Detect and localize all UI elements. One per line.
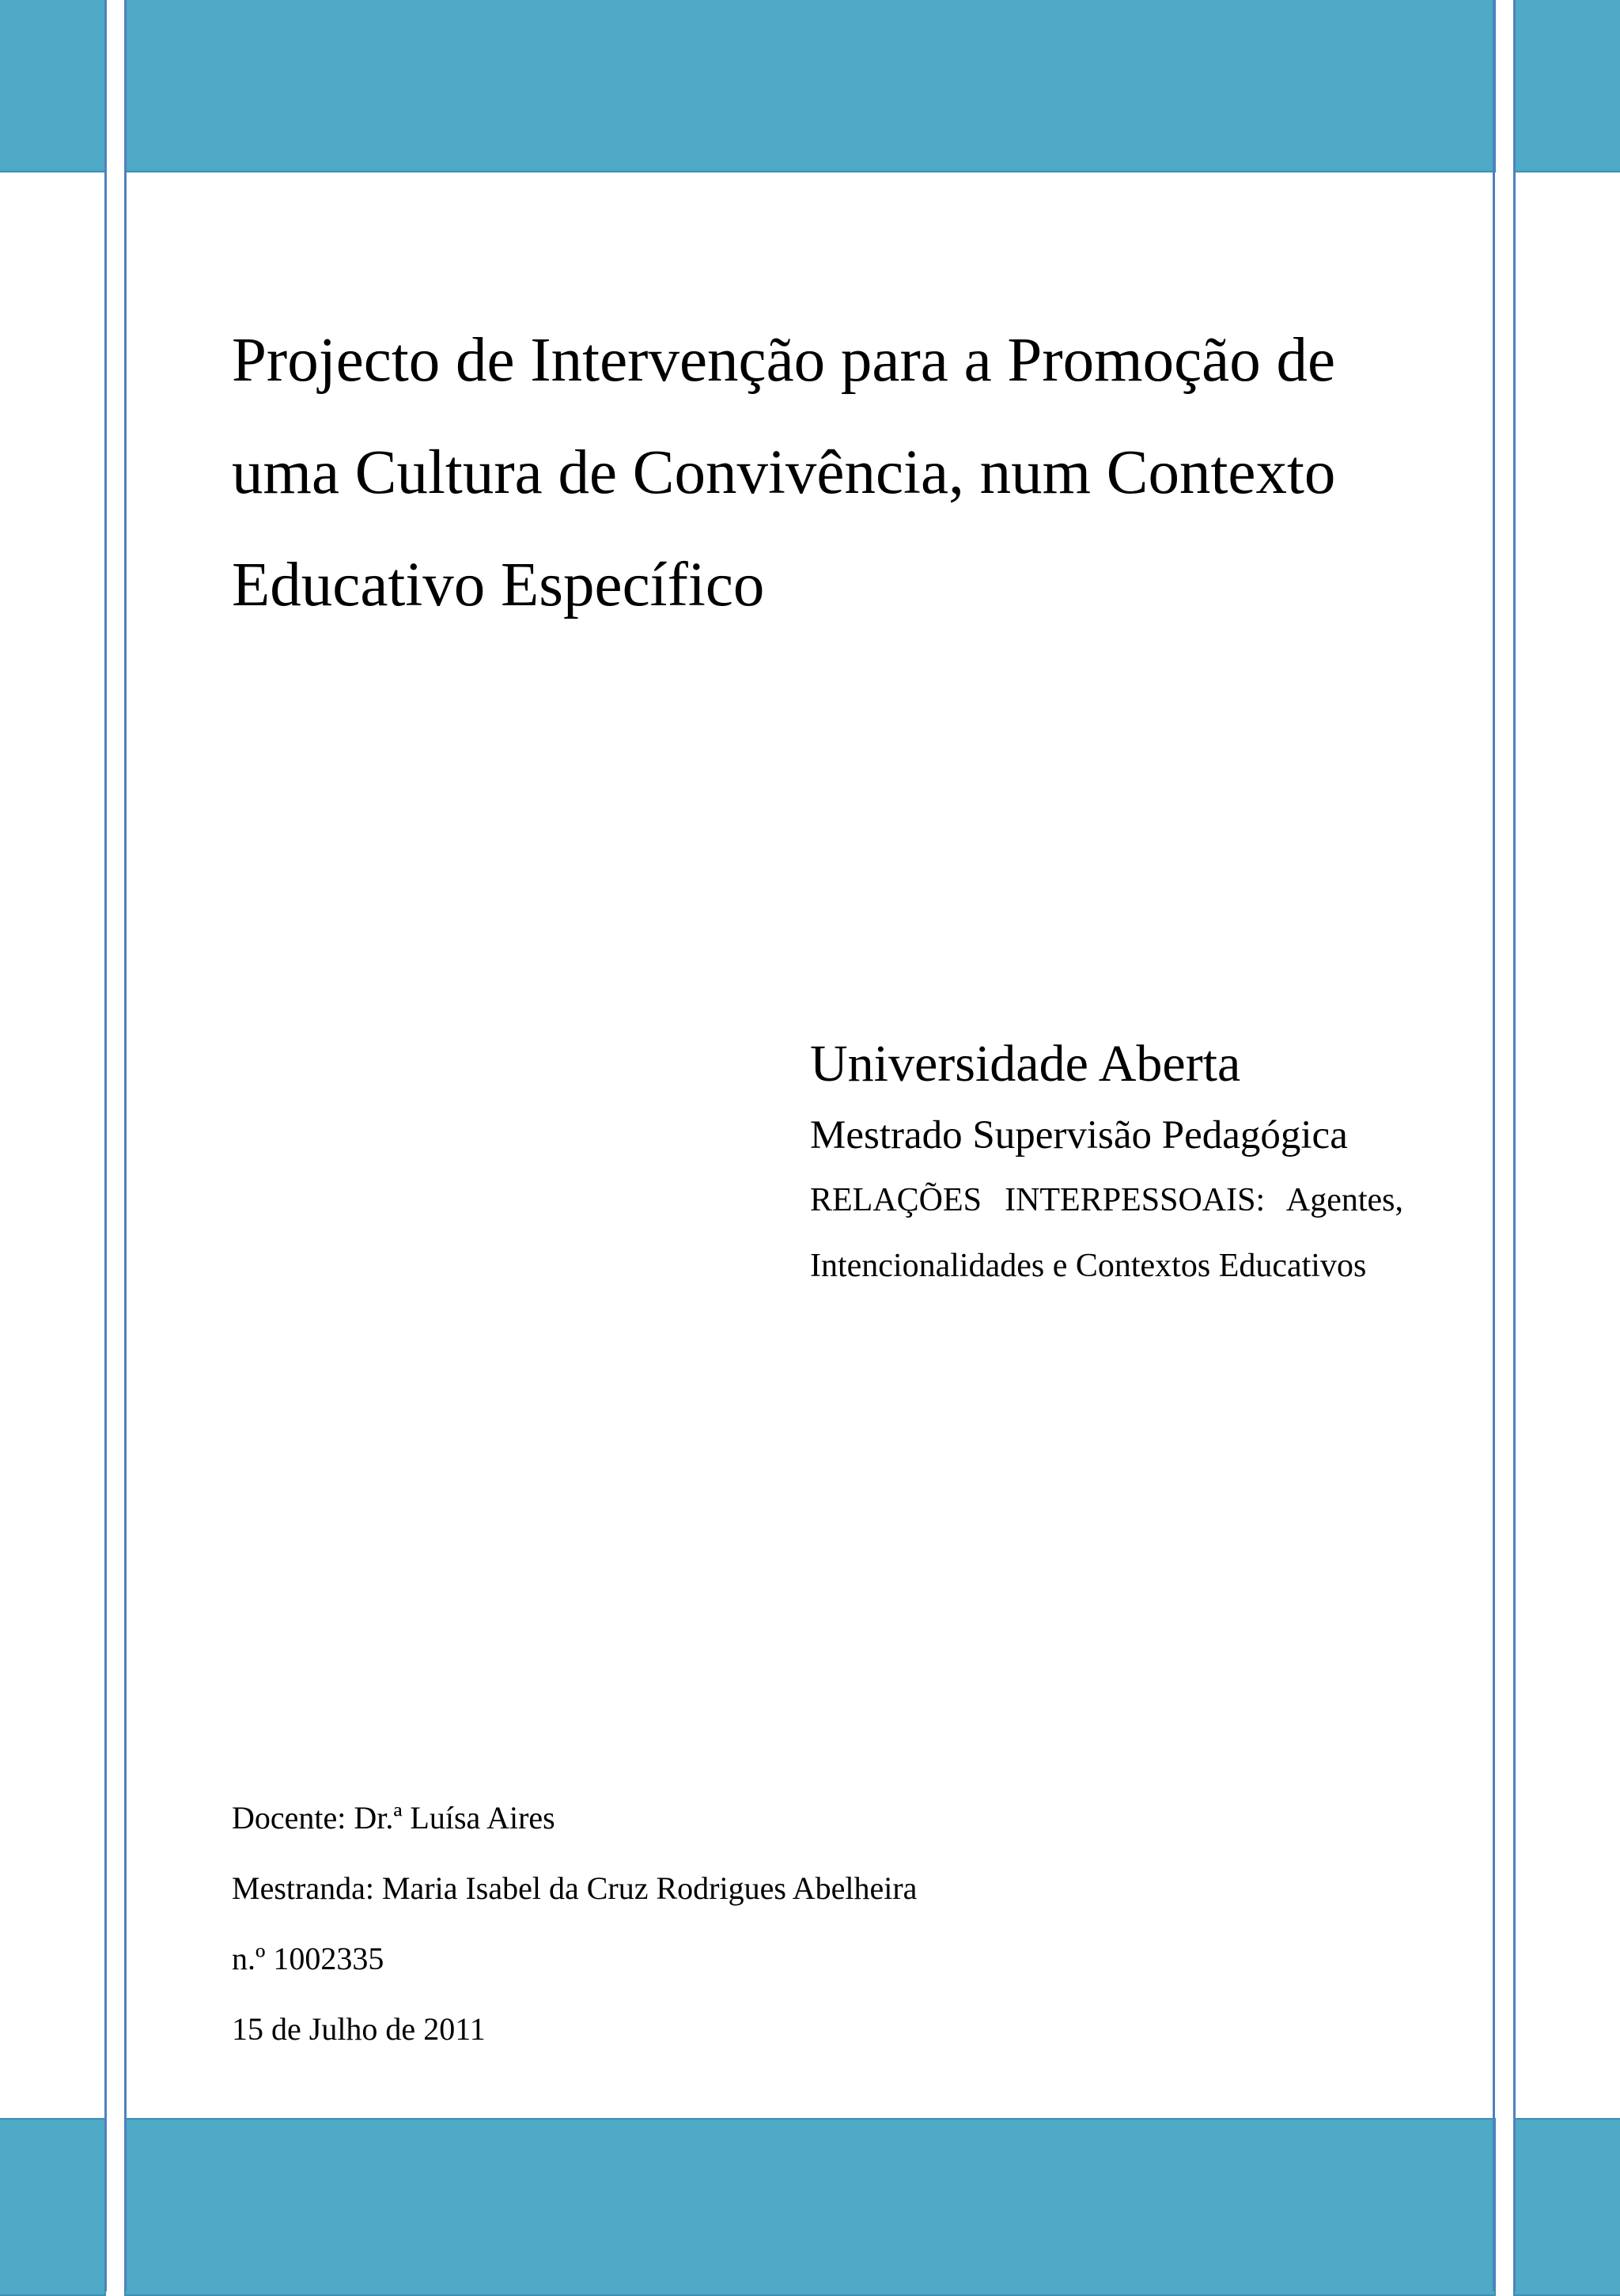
frame-line-left-inner (124, 0, 127, 2291)
student-number-line: n.º 1002335 (232, 1941, 384, 1976)
student-line: Mestranda: Maria Isabel da Cruz Rodrigues Abelheira (232, 1870, 918, 1906)
top-band-right (1513, 0, 1620, 172)
document-title (232, 305, 1418, 642)
top-band-left (0, 0, 106, 172)
frame-line-left-outer (104, 0, 107, 2291)
title-line-2: uma Cultura de Convivência, num Contexto (232, 438, 1336, 507)
program-name: Mestrado Supervisão Pedagógica (810, 1113, 1348, 1157)
title-line-3: Educativo Específico (232, 551, 765, 619)
teacher-line: Docente: Dr.ª Luísa Aires (232, 1800, 555, 1836)
bottom-band-left (0, 2118, 106, 2296)
institution-block (810, 1029, 1403, 1299)
course-name: RELAÇÕES INTERPESSOAIS: Agentes, Intencionalidades e Contextos Educativos (810, 1182, 1403, 1284)
frame-line-right-inner (1493, 0, 1495, 2291)
bottom-band-right (1513, 2118, 1620, 2296)
institution-name: Universidade Aberta (810, 1035, 1241, 1093)
title-line-1: Projecto de Intervenção para a Promoção de (232, 326, 1336, 395)
author-block (232, 1783, 1339, 2064)
bottom-band-center (124, 2118, 1496, 2296)
date-line: 15 de Julho de 2011 (232, 2011, 486, 2047)
top-band-center (124, 0, 1496, 172)
frame-line-right-outer (1513, 0, 1516, 2291)
